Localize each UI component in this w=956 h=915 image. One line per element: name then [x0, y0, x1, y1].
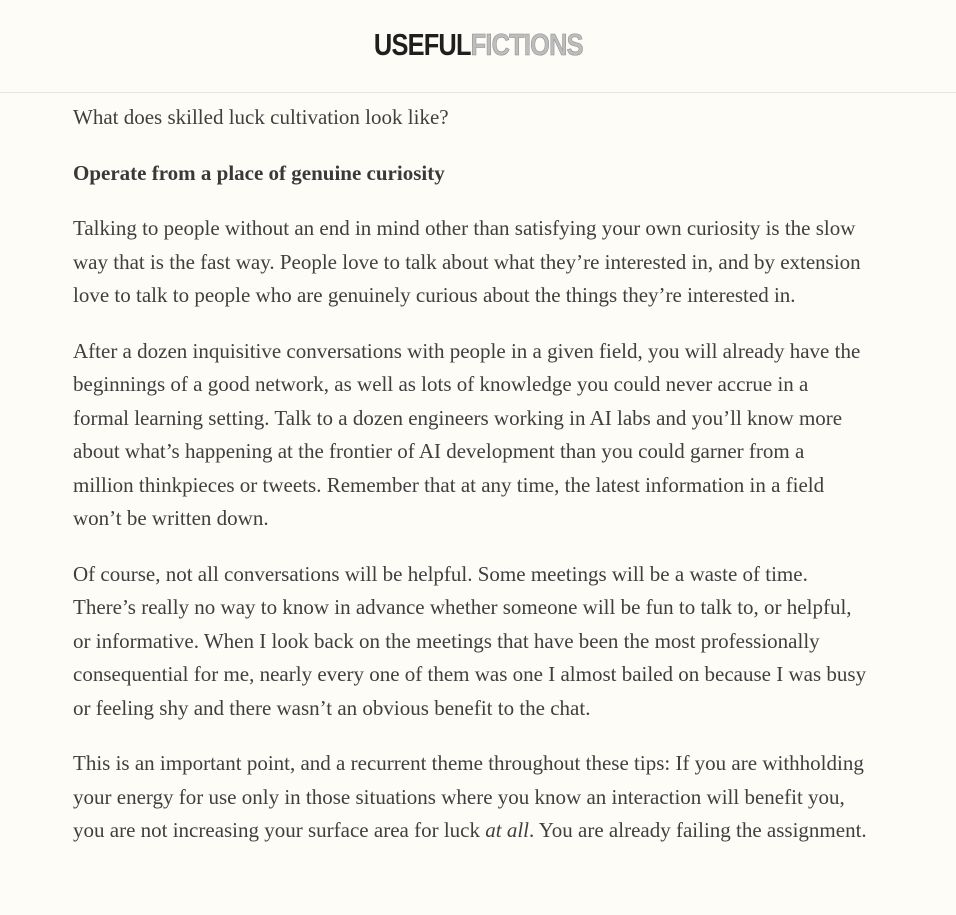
paragraph-4-text-end: . You are already failing the assignment. [529, 818, 867, 842]
article-paragraph-1: Talking to people without an end in mind other than satisfying your own curiosity is the slow way that is the fast way. People love to talk about what they’re interested in, and by extension love to talk to people who are genuinely curious about the things they’re interested in. [73, 216, 861, 307]
article-intro: What does skilled luck cultivation look like? [73, 105, 449, 129]
article-body [0, 93, 956, 848]
logo-text-useful: USEFUL [373, 27, 471, 62]
paragraph-4-text-start: This is an important point, and a recurrent theme throughout these tips: If you are withholding your energy for use only in those situations where you know an interaction will benefit you, you are not increasing your surface area for luck [73, 751, 864, 842]
article-paragraph-4 [73, 747, 868, 848]
logo-text-fictions: FICTIONS [470, 27, 583, 62]
site-header [0, 0, 956, 93]
article-paragraph-2: After a dozen inquisitive conversations with people in a given field, you will already have the beginnings of a good network, as well as lots of knowledge you could never accrue in a formal learning setting. Talk to a dozen engineers working in AI labs and you’ll know more about what’s happening at the frontier of AI development than you could garner from a million thinkpieces or tweets. Remember that at any time, the latest information in a field won’t be written down. [73, 338, 861, 530]
paragraph-4-emphasis: at all [485, 818, 529, 842]
site-logo[interactable] [374, 27, 583, 63]
section-heading: Operate from a place of genuine curiosity [73, 160, 445, 185]
article-paragraph-3: Of course, not all conversations will be helpful. Some meetings will be a waste of time. There’s really no way to know in advance whether someone will be fun to talk to, or helpful, or informative. When I look back on the meetings that have been the most professionally consequential for me, nearly every one of them was one I almost bailed on because I was busy or feeling shy and there wasn’t an obvious benefit to the chat. [73, 561, 867, 720]
